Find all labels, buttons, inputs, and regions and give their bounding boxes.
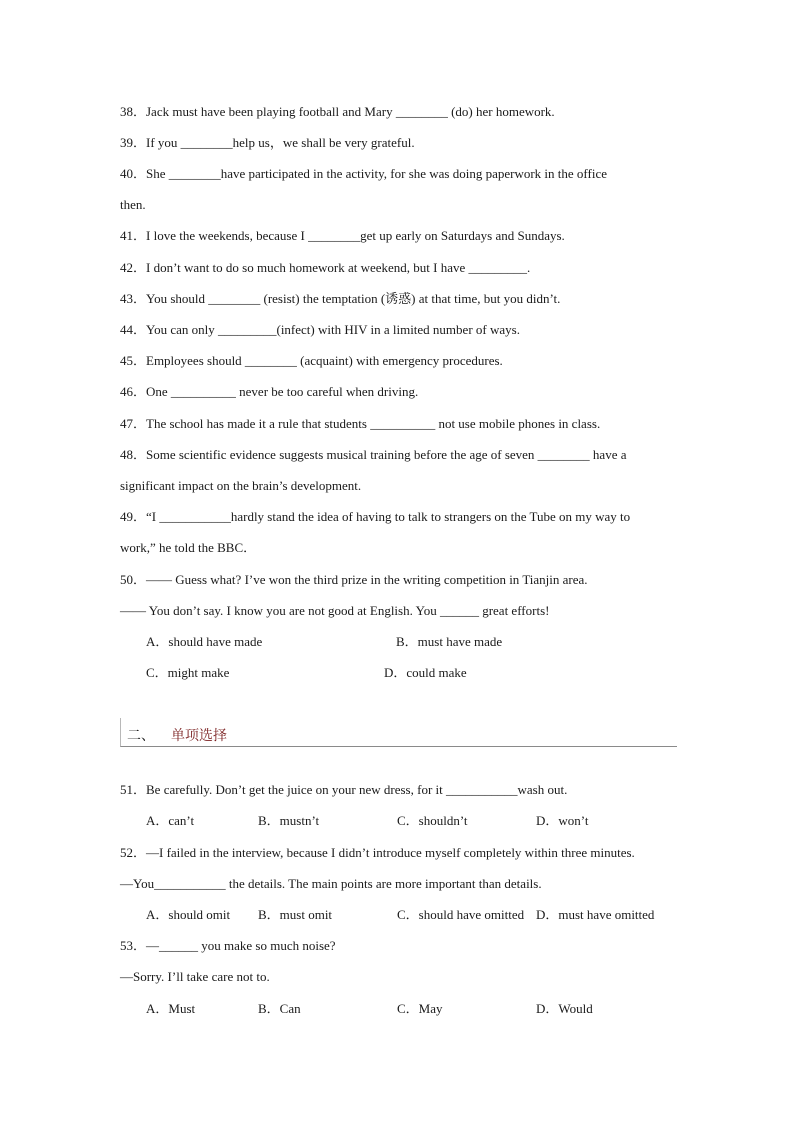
- section-header: [120, 718, 677, 747]
- q53-option-a: A．Must: [146, 1001, 196, 1016]
- q53-option-b: B．Can: [258, 1001, 301, 1016]
- q50-option-c: C．might make: [146, 665, 230, 680]
- question-40-line2: then.: [120, 197, 146, 212]
- question-49-line2: work,” he told the BBC．: [120, 540, 257, 555]
- question-40-line1: 40．She ________have participated in the activity, for she was doing paperwork in the office: [120, 166, 608, 181]
- question-48-line2: significant impact on the brain’s development.: [120, 478, 362, 493]
- q51-option-a: A．can’t: [146, 813, 195, 828]
- q51-option-c: C．shouldn’t: [397, 813, 468, 828]
- q51-option-b: B．mustn’t: [258, 813, 320, 828]
- question-49-line1: 49．“I ___________hardly stand the idea of having to talk to strangers on the Tube on my way to: [120, 509, 631, 524]
- question-39: 39．If you ________help us，we shall be very grateful.: [120, 135, 415, 150]
- question-48-line1: 48．Some scientific evidence suggests musical training before the age of seven ________ have a: [120, 447, 627, 462]
- question-52-line1: 52．—I failed in the interview, because I didn’t introduce myself completely within three minutes.: [120, 845, 635, 860]
- q52-option-d: D．must have omitted: [536, 907, 655, 922]
- question-51: 51．Be carefully. Don’t get the juice on your new dress, for it ___________wash out.: [120, 782, 568, 797]
- q50-option-d: D．could make: [384, 665, 467, 680]
- section-title: 单项选择: [171, 728, 227, 744]
- question-53-line2: —Sorry. I’ll take care not to.: [120, 969, 270, 984]
- question-47: 47．The school has made it a rule that students __________ not use mobile phones in class.: [120, 416, 601, 431]
- question-44: 44．You can only _________(infect) with HIV in a limited number of ways.: [120, 322, 520, 337]
- question-38: 38．Jack must have been playing football and Mary ________ (do) her homework.: [120, 104, 555, 119]
- question-43: 43．You should ________ (resist) the temptation (诱惑) at that time, but you didn’t.: [120, 291, 561, 306]
- question-45: 45．Employees should ________ (acquaint) with emergency procedures.: [120, 353, 503, 368]
- section-number: 二、: [127, 728, 155, 744]
- question-42: 42．I don’t want to do so much homework at weekend, but I have _________.: [120, 260, 531, 275]
- q53-option-c: C．May: [397, 1001, 443, 1016]
- q52-option-b: B．must omit: [258, 907, 333, 922]
- q50-option-b: B．must have made: [396, 634, 503, 649]
- question-41: 41．I love the weekends, because I ________get up early on Saturdays and Sundays.: [120, 228, 565, 243]
- question-46: 46．One __________ never be too careful when driving.: [120, 384, 419, 399]
- question-53-line1: 53．—______ you make so much noise?: [120, 938, 336, 953]
- q50-option-a: A．should have made: [146, 634, 263, 649]
- q51-option-d: D．won’t: [536, 813, 589, 828]
- q53-option-d: D．Would: [536, 1001, 593, 1016]
- q52-option-a: A．should omit: [146, 907, 231, 922]
- question-52-line2: —You___________ the details. The main points are more important than details.: [120, 876, 542, 891]
- q52-option-c: C．should have omitted: [397, 907, 525, 922]
- question-50-line1: 50．—— Guess what? I’ve won the third prize in the writing competition in Tianjin area.: [120, 572, 588, 587]
- question-50-line2: —— You don’t say. I know you are not good at English. You ______ great efforts!: [120, 603, 550, 618]
